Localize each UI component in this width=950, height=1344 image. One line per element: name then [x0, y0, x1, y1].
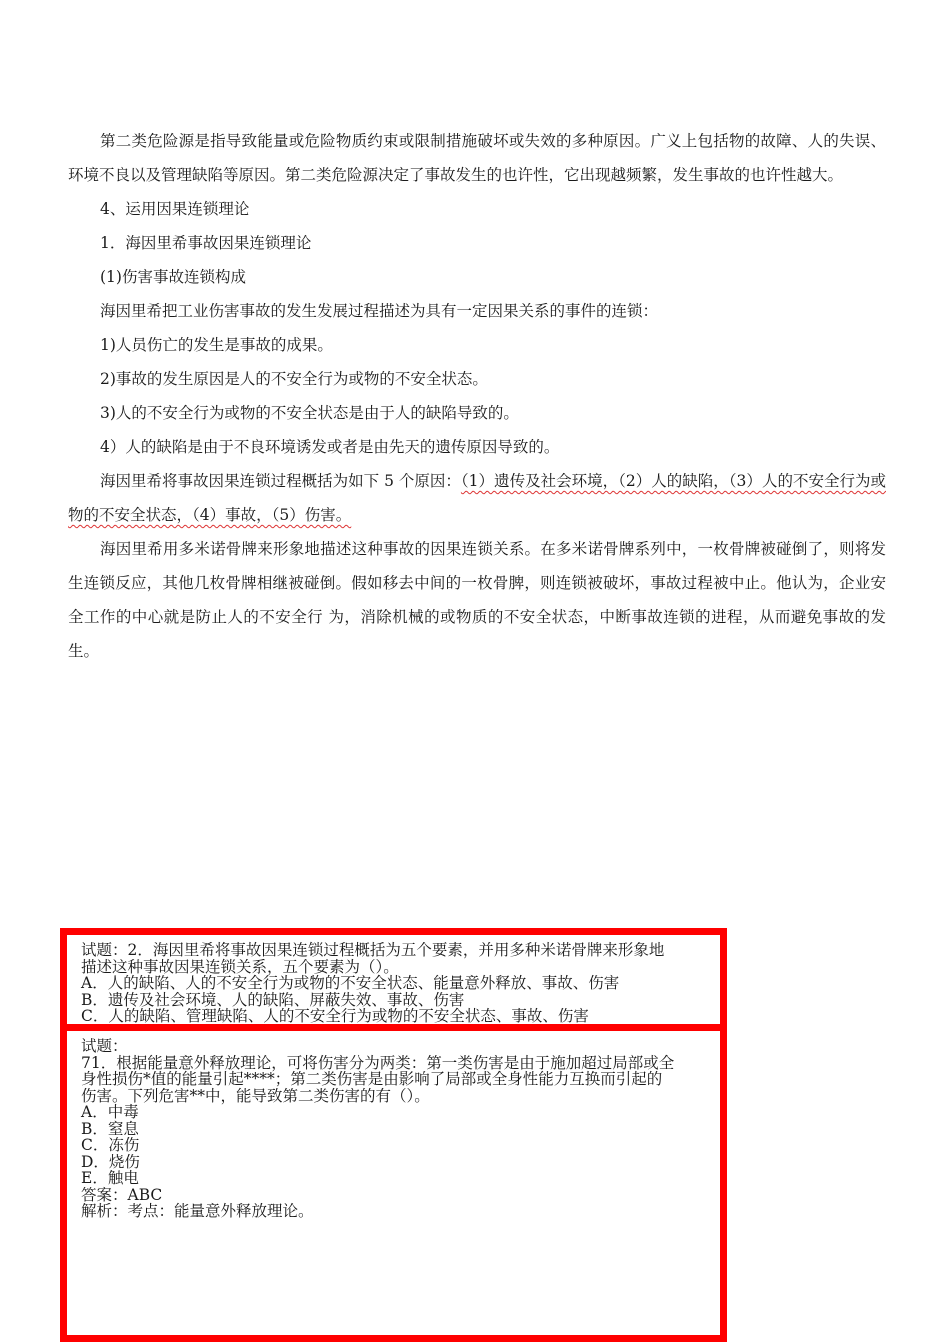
paragraph-five-factors	[68, 464, 886, 532]
list-item: 4）人的缺陷是由于不良环境诱发或者是由先天的遗传原因导致的。	[100, 438, 560, 456]
article-body	[68, 124, 886, 668]
subsection-heading-1a: (1)伤害事故连锁构成	[100, 268, 246, 286]
question-line: 身性损伤*值的能量引起****；第二类伤害是由影响了局部或全身性能力互换而引起的	[81, 1070, 663, 1088]
option-line: A．人的缺陷、人的不安全行为或物的不安全状态、能量意外释放、事故、伤害	[81, 974, 620, 992]
option-line: B．遗传及社会环境、人的缺陷、屏蔽失效、事故、伤害	[81, 990, 465, 1009]
question-line: 伤害。下列危害**中，能导致第二类伤害的有（）。	[81, 1086, 430, 1105]
question-line: 试题：2．海因里希将事故因果连锁过程概括为五个要素，并用多种米诺骨牌来形象地	[81, 941, 665, 959]
option-line: A．中毒	[81, 1103, 139, 1121]
option-line: C．冻伤	[81, 1136, 140, 1154]
subsection-heading-1: 1．海因里希事故因果连锁理论	[100, 234, 312, 252]
option-line: E．触电	[81, 1169, 139, 1187]
answer-line: 答案：ABC	[81, 1185, 163, 1204]
paragraph-heinrich-intro: 海因里希把工业伤害事故的发生发展过程描述为具有一定因果关系的事件的连锁：	[100, 302, 659, 320]
five-factors-lead: 海因里希将事故因果连锁过程概括为如下 5 个原因：	[100, 472, 461, 490]
paragraph-secondary-hazard: 第二类危险源是指导致能量或危险物质约束或限制措施破坏或失效的多种原因。广义上包括物的故障、人的失误、环境不良以及管理缺陷等原因。第二类危险源决定了事故发生的也许性，它出现越频繁，发生事故的也许性越大。	[68, 132, 886, 184]
five-factors-list: （1）遗传及社会环境，（2）人的缺陷，（3）人的不安全行为或物的不安全状态，（4）事故，（5）伤害。	[68, 472, 886, 524]
question-box-1	[60, 928, 727, 1031]
analysis-line: 解析：考点：能量意外释放理论。	[81, 1202, 314, 1220]
list-item: 1)人员伤亡的发生是事故的成果。	[100, 336, 333, 354]
list-item: 2)事故的发生原因是人的不安全行为或物的不安全状态。	[100, 370, 488, 388]
question-box-2	[60, 1024, 727, 1342]
question-line: 描述这种事故因果连锁关系，五个要素为（）。	[81, 957, 399, 976]
option-line: D．烧伤	[81, 1152, 140, 1171]
list-item: 3)人的不安全行为或物的不安全状态是由于人的缺陷导致的。	[100, 404, 519, 422]
paragraph-domino: 海因里希用多米诺骨牌来形象地描述这种事故的因果连锁关系。在多米诺骨牌系列中，一枚骨牌被碰倒了，则将发生连锁反应，其他几枚骨牌相继被碰倒。假如移去中间的一枚骨脾，则连锁被破坏，事故过程被中止。他认为，企业安全工作的中心就是防止人的不安全行 为，消除机械的或物质的不安全状态，中断事故连锁的进程，从而避免事故的发生。	[68, 540, 886, 660]
question-line: 71．根据能量意外释放理论，可将伤害分为两类：第一类伤害是由于施加超过局部或全	[81, 1053, 675, 1072]
section-heading-4: 4、运用因果连锁理论	[100, 200, 250, 218]
option-line: B．窒息	[81, 1119, 139, 1138]
option-line: C．人的缺陷、管理缺陷、人的不安全行为或物的不安全状态、事故、伤害	[81, 1007, 589, 1025]
question-label: 试题：	[81, 1037, 128, 1055]
